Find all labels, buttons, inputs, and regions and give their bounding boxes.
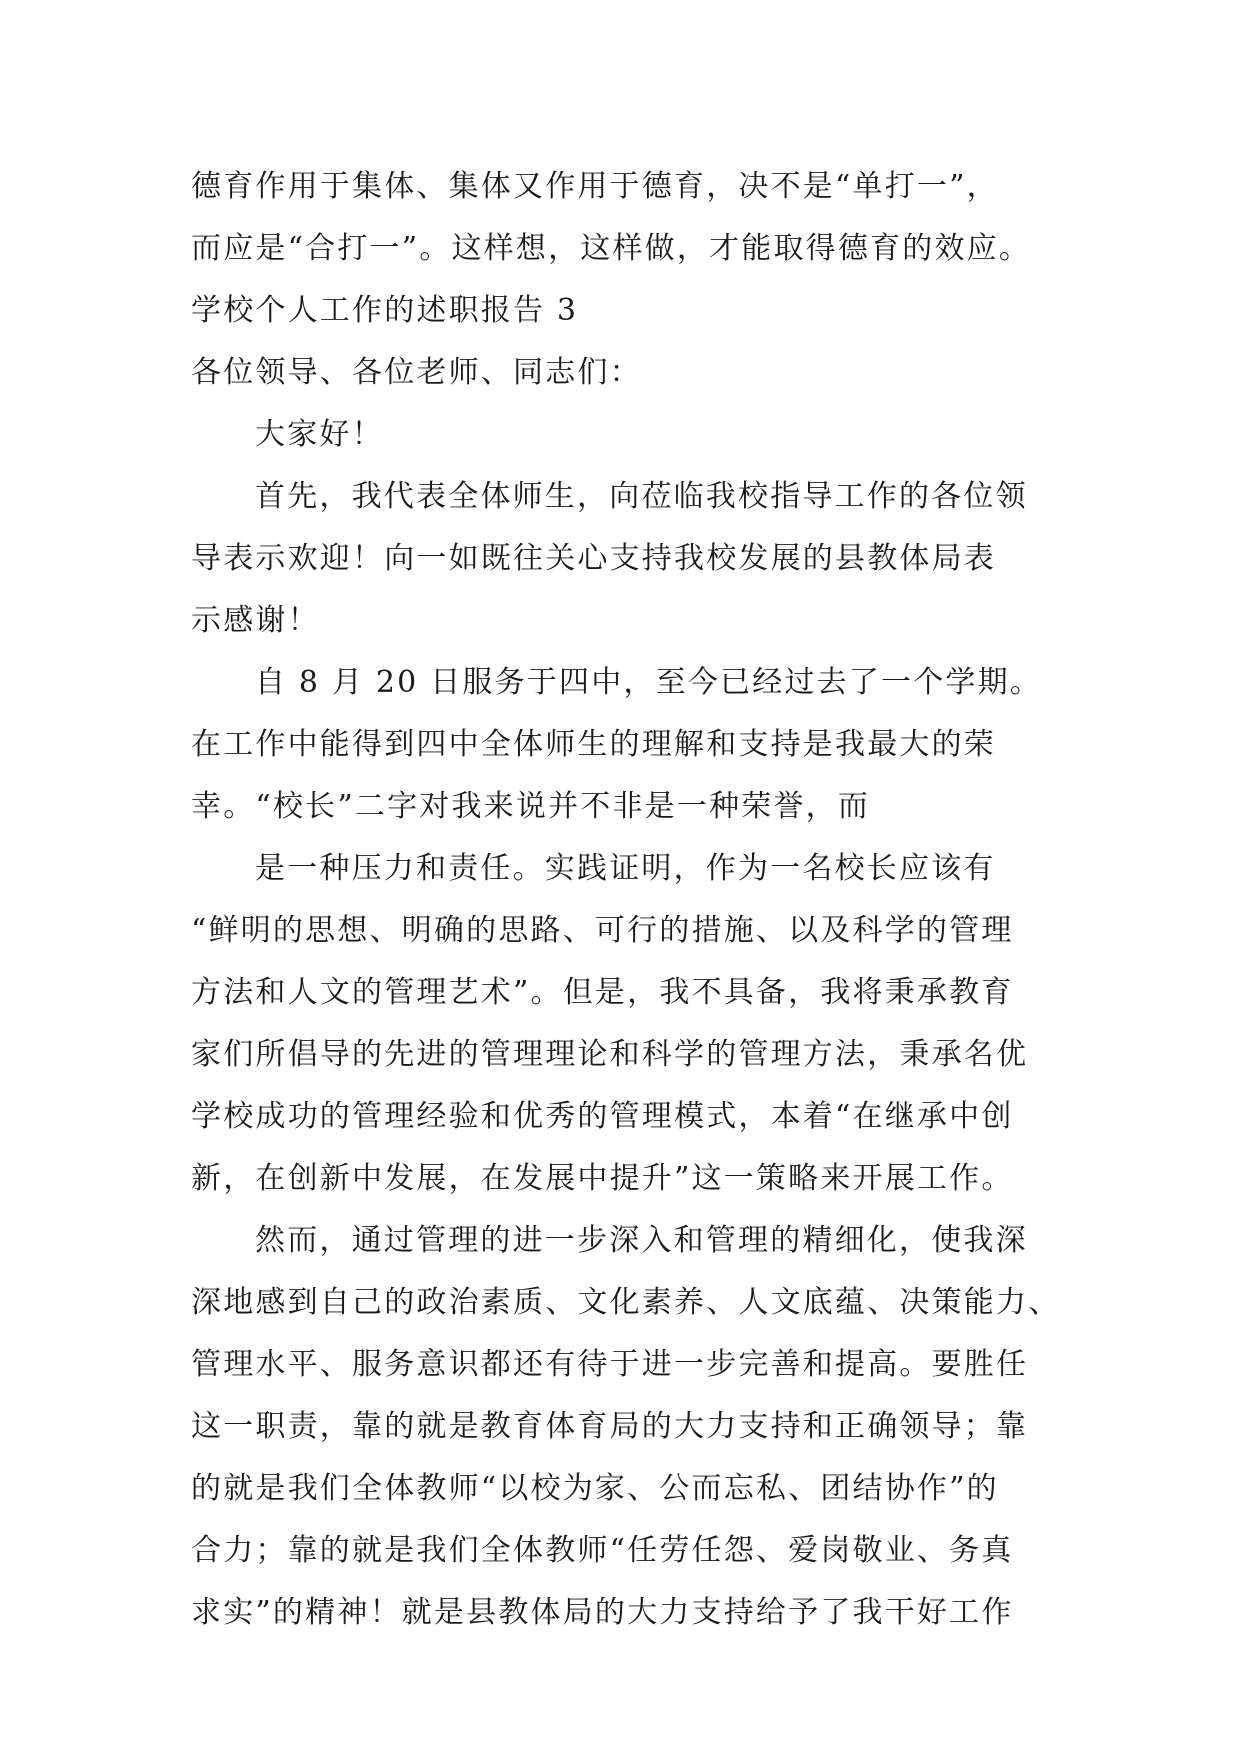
text-line: 幸。“校长”二字对我来说并不非是一种荣誉，而: [191, 789, 871, 824]
text-line: 深地感到自己的政治素质、文化素养、人文底蕴、决策能力、: [191, 1285, 1061, 1320]
text-line: 是一种压力和责任。实践证明，作为一名校长应该有: [255, 851, 996, 886]
text-line: 的就是我们全体教师“以校为家、公而忘私、团结协作”的: [191, 1471, 999, 1506]
text-line: 然而，通过管理的进一步深入和管理的精细化，使我深: [255, 1223, 1028, 1258]
text-line: 而应是“合打一”。这样想，这样做，才能取得德育的效应。: [191, 231, 1032, 266]
text-line: 德育作用于集体、集体又作用于德育，决不是“单打一”，: [191, 169, 999, 204]
text-line: “鲜明的思想、明确的思路、可行的措施、以及科学的管理: [191, 913, 1014, 948]
text-line: 自 8 月 20 日服务于四中，至今已经过去了一个学期。: [255, 665, 1043, 700]
text-line: 合力；靠的就是我们全体教师“任劳任怨、爱岗敬业、务真: [191, 1533, 1014, 1568]
text-line: 示感谢！: [191, 603, 320, 638]
text-line: 家们所倡导的先进的管理理论和科学的管理方法，秉承名优: [191, 1037, 1029, 1072]
text-line: 求实”的精神！就是县教体局的大力支持给予了我干好工作: [191, 1595, 1014, 1630]
greeting: 大家好！: [255, 417, 384, 452]
text-line: 学校成功的管理经验和优秀的管理模式，本着“在继承中创: [191, 1099, 1014, 1134]
text-line: 这一职责，靠的就是教育体育局的大力支持和正确领导；靠: [191, 1409, 1029, 1444]
document-body: [191, 156, 1081, 1644]
text-line: 导表示欢迎！向一如既往关心支持我校发展的县教体局表: [191, 541, 996, 576]
text-line: 在工作中能得到四中全体师生的理解和支持是我最大的荣: [191, 727, 996, 762]
text-line: 新，在创新中发展，在发展中提升”这一策略来开展工作。: [191, 1161, 1014, 1196]
text-line: 管理水平、服务意识都还有待于进一步完善和提高。要胜任: [191, 1347, 1029, 1382]
section-heading: 学校个人工作的述职报告 3: [191, 293, 579, 328]
salutation: 各位领导、各位老师、同志们：: [191, 355, 642, 390]
text-line: 方法和人文的管理艺术”。但是，我不具备，我将秉承教育: [191, 975, 1014, 1010]
text-line: 首先，我代表全体师生，向莅临我校指导工作的各位领: [255, 479, 1028, 514]
